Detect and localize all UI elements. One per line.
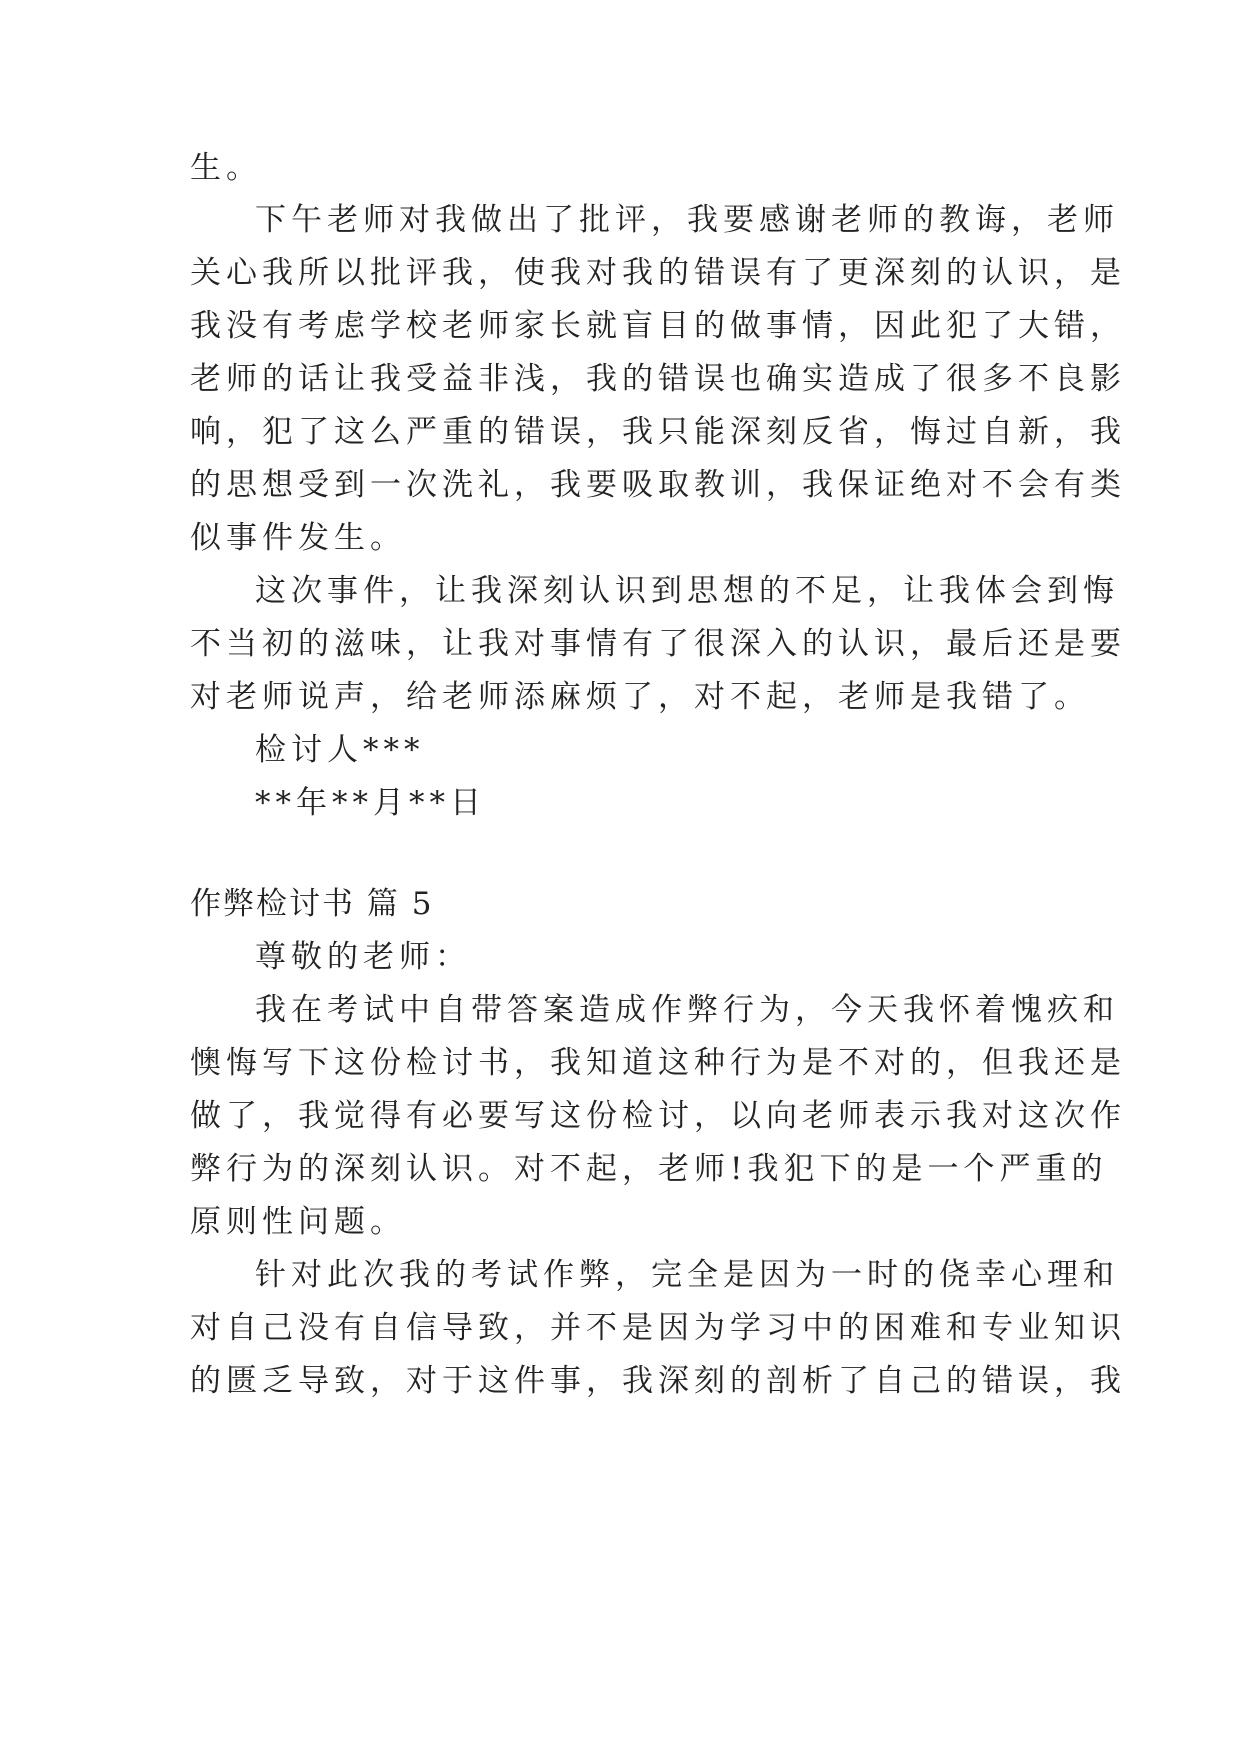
paragraph-line: 对老师说声，给老师添麻烦了，对不起，老师是我错了。 xyxy=(190,679,1090,715)
paragraph-line: 我在考试中自带答案造成作弊行为，今天我怀着愧疚和 xyxy=(255,992,1119,1028)
paragraph-line: 老师的话让我受益非浅，我的错误也确实造成了很多不良影 xyxy=(190,361,1126,397)
paragraph-line: 不当初的滋味，让我对事情有了很深入的认识，最后还是要 xyxy=(190,626,1126,662)
paragraph-tail: 生。 xyxy=(190,150,262,186)
section-heading: 作弊检讨书 篇 5 xyxy=(190,886,434,922)
paragraph-line: 关心我所以批评我，使我对我的错误有了更深刻的认识，是 xyxy=(190,255,1126,291)
paragraph-line: 的思想受到一次洗礼，我要吸取教训，我保证绝对不会有类 xyxy=(190,467,1126,503)
paragraph-line: 针对此次我的考试作弊，完全是因为一时的侥幸心理和 xyxy=(255,1257,1119,1293)
date-line: **年**月**日 xyxy=(255,785,486,821)
signature-line: 检讨人*** xyxy=(255,732,425,768)
paragraph-line: 这次事件，让我深刻认识到思想的不足，让我体会到悔 xyxy=(255,573,1119,609)
paragraph-line: 对自己没有自信导致，并不是因为学习中的困难和专业知识 xyxy=(190,1310,1126,1346)
paragraph-line: 似事件发生。 xyxy=(190,520,406,556)
paragraph-line: 响，犯了这么严重的错误，我只能深刻反省，悔过自新，我 xyxy=(190,414,1126,450)
paragraph-line: 懊悔写下这份检讨书，我知道这种行为是不对的，但我还是 xyxy=(190,1045,1126,1081)
paragraph-line: 下午老师对我做出了批评，我要感谢老师的教诲，老师 xyxy=(255,202,1119,238)
paragraph-line: 弊行为的深刻认识。对不起，老师!我犯下的是一个严重的 xyxy=(190,1151,1108,1187)
paragraph-line: 原则性问题。 xyxy=(190,1204,406,1240)
paragraph-line: 我没有考虑学校老师家长就盲目的做事情，因此犯了大错， xyxy=(190,308,1126,344)
paragraph-line: 做了，我觉得有必要写这份检讨，以向老师表示我对这次作 xyxy=(190,1098,1126,1134)
paragraph-line: 的匮乏导致，对于这件事，我深刻的剖析了自己的错误，我 xyxy=(190,1363,1126,1399)
salutation-line: 尊敬的老师： xyxy=(255,939,471,975)
